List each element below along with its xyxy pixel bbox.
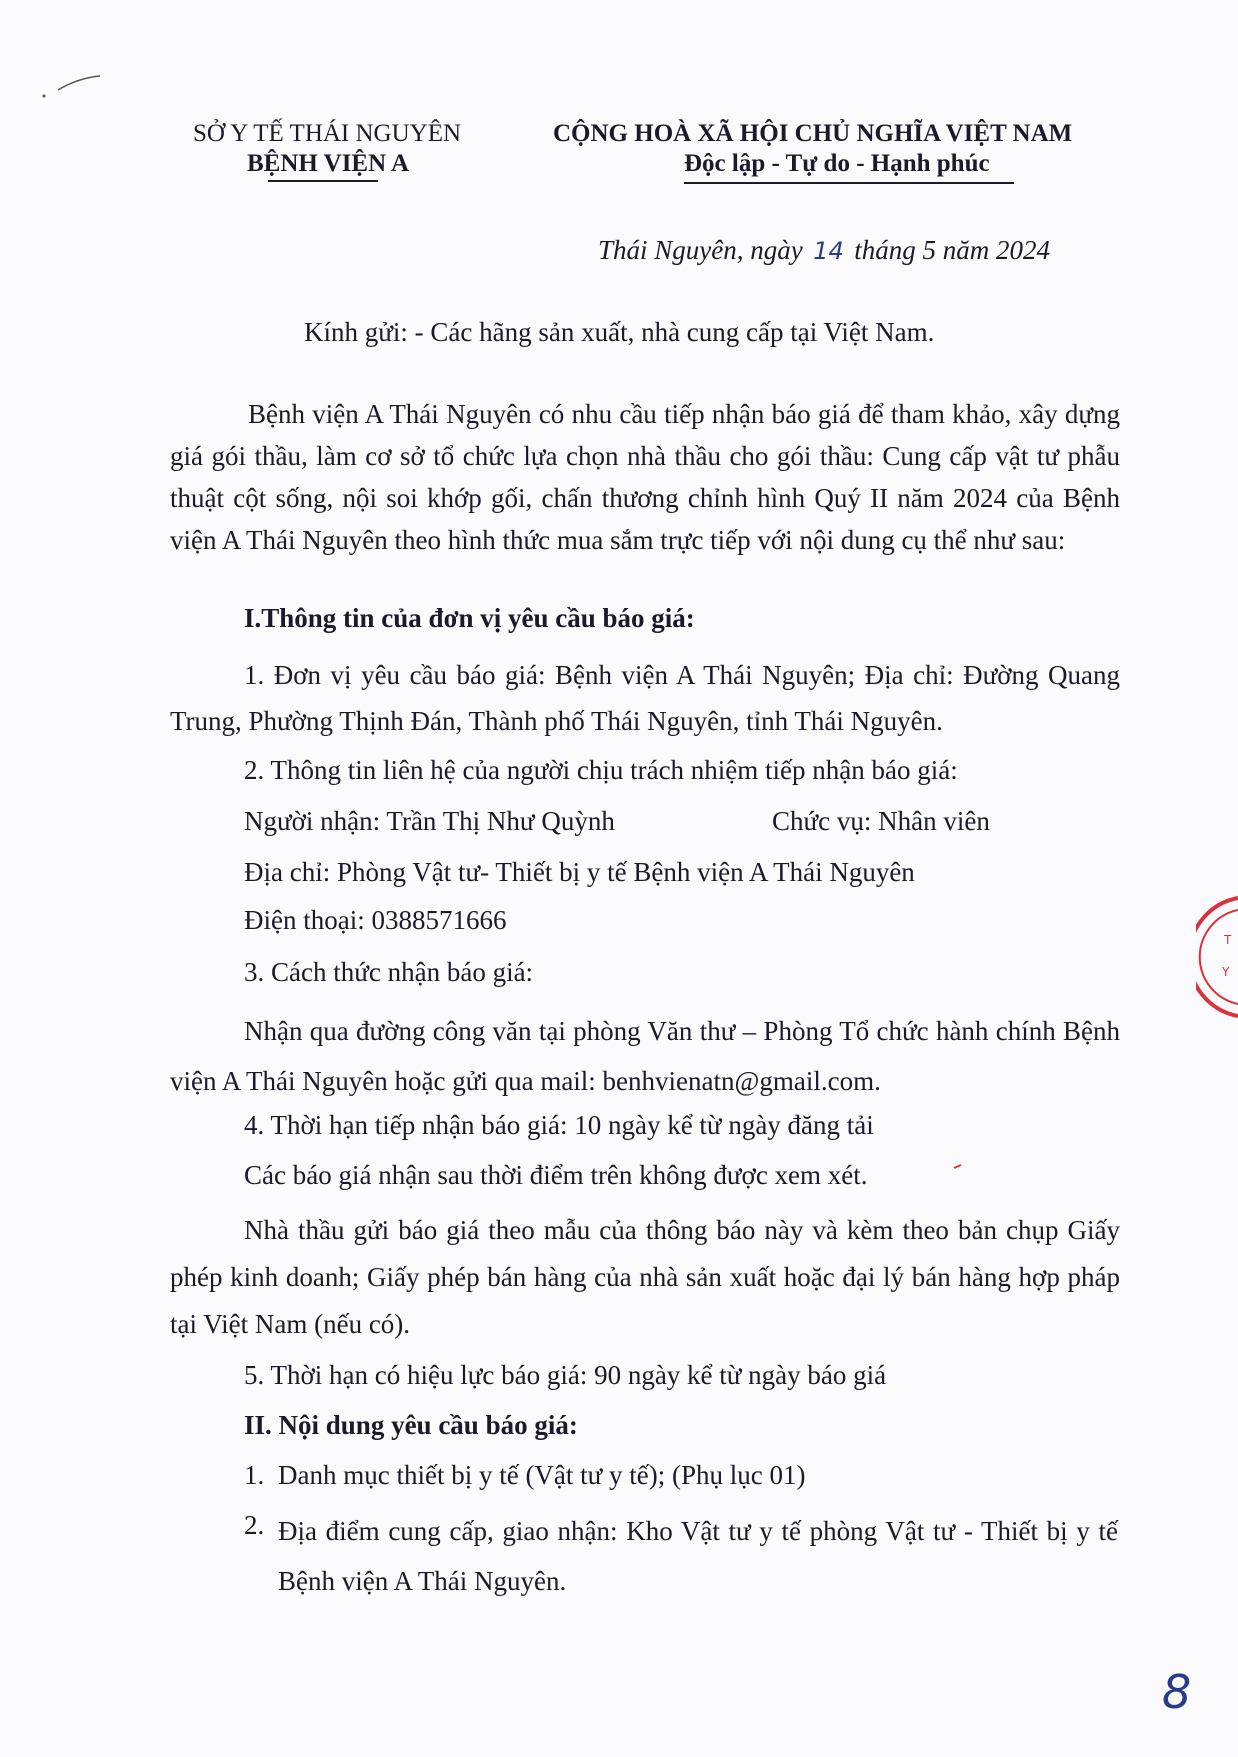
svg-text:T: T (1224, 933, 1232, 947)
section1-title: I.Thông tin của đơn vị yêu cầu báo giá: (244, 603, 695, 633)
receiver-phone: Điện thoại: 0388571666 (244, 905, 507, 935)
motto: Độc lập - Tự do - Hạnh phúc (684, 150, 990, 177)
recipient-line: Kính gửi: - Các hãng sản xuất, nhà cung cấp tại Việt Nam. (304, 317, 935, 347)
section1-item2: 2. Thông tin liên hệ của người chịu trách nhiệm tiếp nhận báo giá: (244, 755, 958, 785)
date-day: 14 (813, 237, 844, 265)
handwritten-page-mark: 8 (1162, 1665, 1192, 1719)
intro-paragraph: Bệnh viện A Thái Nguyên có nhu cầu tiếp nhận báo giá để tham khảo, xây dựng giá gói thầu, làm cơ sở tổ chức lựa chọn nhà thầu cho gói thầu: Cung cấp vật tư phẫu thuật cột sống, nội soi khớp gối, chấn thương chỉnh hình Quý II năm 2024 của Bệnh viện A Thái Nguyên theo hình thức mua sắm trực tiếp với nội dung cụ thể như sau: (170, 399, 1120, 555)
section1-item5: 5. Thời hạn có hiệu lực báo giá: 90 ngày kể từ ngày báo giá (244, 1360, 887, 1390)
date-prefix: Thái Nguyên, ngày (598, 235, 803, 265)
receiver-position: Chức vụ: Nhân viên (772, 806, 990, 836)
section2-item1-num: 1. (244, 1460, 265, 1490)
section1-item3-detail: Nhận qua đường công văn tại phòng Văn thư – Phòng Tổ chức hành chính Bệnh viện A Thái Nguyên hoặc gửi qua mail: benhvienatn@gmail.com. (170, 1016, 1120, 1096)
hospital-underline (268, 180, 378, 182)
section1-item4: 4. Thời hạn tiếp nhận báo giá: 10 ngày kể từ ngày đăng tải (244, 1110, 874, 1140)
receiver-address: Địa chỉ: Phòng Vật tư- Thiết bị y tế Bệnh viện A Thái Nguyên (244, 857, 915, 887)
hospital-name: BỆNH VIỆN A (247, 150, 410, 177)
date-line (598, 235, 1050, 266)
section2-item1-text: Danh mục thiết bị y tế (Vật tư y tế); (Phụ lục 01) (278, 1460, 806, 1490)
section1-item4-detail: Nhà thầu gửi báo giá theo mẫu của thông báo này và kèm theo bản chụp Giấy phép kinh doanh; Giấy phép bán hàng của nhà sản xuất hoặc đại lý bán hàng hợp pháp tại Việt Nam (nếu có). (170, 1215, 1120, 1339)
section2-title: II. Nội dung yêu cầu báo giá: (244, 1410, 578, 1440)
section1-item1: 1. Đơn vị yêu cầu báo giá: Bệnh viện A Thái Nguyên; Địa chỉ: Đường Quang Trung, Phường Thịnh Đán, Thành phố Thái Nguyên, tỉnh Thái Nguyên. (170, 660, 1120, 736)
date-suffix: tháng 5 năm 2024 (854, 235, 1050, 265)
section1-item4-note: Các báo giá nhận sau thời điểm trên không được xem xét. (244, 1160, 868, 1190)
section1-item3: 3. Cách thức nhận báo giá: (244, 957, 534, 987)
red-tick-mark (952, 1162, 964, 1172)
svg-text:Y: Y (1222, 965, 1230, 979)
scan-mark (38, 68, 108, 108)
section2-item2-num: 2. (244, 1510, 265, 1540)
department-name: SỞ Y TẾ THÁI NGUYÊN (193, 120, 462, 147)
country-name: CỘNG HOÀ XÃ HỘI CHỦ NGHĨA VIỆT NAM (553, 120, 1073, 147)
motto-underline (684, 182, 1014, 184)
receiver-name: Người nhận: Trần Thị Như Quỳnh (244, 806, 615, 836)
red-stamp-fragment (1196, 892, 1238, 1022)
section2-item2-text: Địa điểm cung cấp, giao nhận: Kho Vật tư y tế phòng Vật tư - Thiết bị y tế Bệnh viện A Thái Nguyên. (278, 1516, 1118, 1596)
